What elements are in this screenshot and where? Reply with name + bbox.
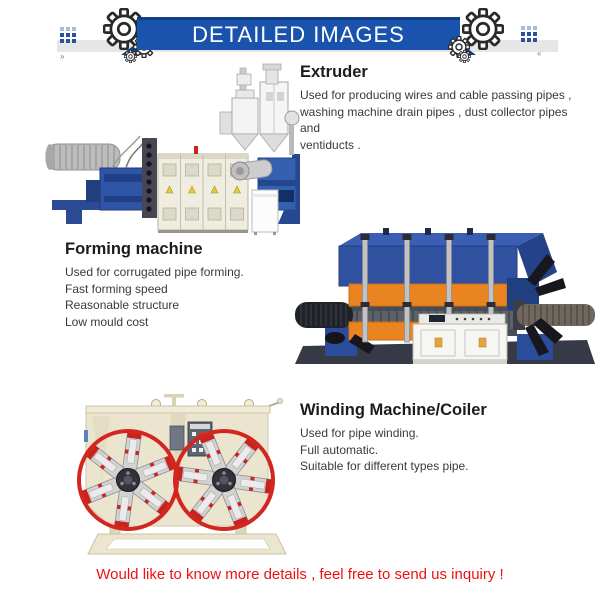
- forming-title: Forming machine: [65, 240, 203, 258]
- forming-desc-line: Fast forming speed: [65, 281, 168, 296]
- extruder-photo: [42, 62, 300, 235]
- section-banner-title: DETAILED IMAGES: [192, 22, 405, 47]
- forming-section: [65, 240, 295, 330]
- winding-section: [300, 401, 580, 475]
- scroll-arrow-icon: «: [537, 49, 542, 58]
- winding-machine-photo: [52, 386, 298, 564]
- forming-desc-line: Low mould cost: [65, 314, 149, 329]
- inquiry-cta-text: Would like to know more details , feel free to send us inquiry !: [96, 566, 504, 583]
- forming-desc-line: Used for corrugated pipe forming.: [65, 265, 244, 279]
- section-banner: [137, 17, 460, 50]
- forming-desc-line: Reasonable structure: [65, 298, 180, 312]
- winding-title: Winding Machine/Coiler: [300, 401, 487, 419]
- winding-desc-line: Suitable for different types pipe.: [300, 459, 469, 473]
- extruder-desc-line: Used for producing wires and cable passing pipes ,: [300, 88, 572, 102]
- winding-desc-line: Used for pipe winding.: [300, 426, 419, 440]
- extruder-desc-line: washing machine drain pipes , dust collector pipes and: [300, 104, 568, 135]
- dots-grid-icon: [60, 27, 78, 45]
- extruder-title: Extruder: [300, 63, 368, 81]
- extruder-desc-line: ventiducts .: [300, 137, 361, 152]
- dots-grid-icon: [521, 26, 539, 44]
- forming-machine-photo: [295, 228, 595, 374]
- scroll-arrow-icon: »: [60, 52, 65, 61]
- winding-desc-line: Full automatic.: [300, 442, 379, 457]
- gear-icon: [458, 50, 471, 63]
- extruder-section: [300, 63, 585, 153]
